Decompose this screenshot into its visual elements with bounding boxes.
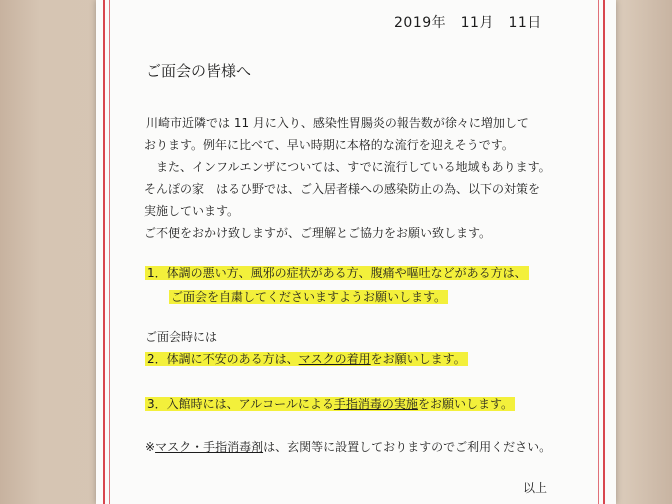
para-line: 実施しています。 [144,204,240,218]
closing-mark: 以上 [523,481,548,495]
para-line: ご不便をおかけ致しますが、ご理解とご協力をお願い致します。 [144,226,492,240]
notice-date: 2019年 11月 11日 [394,15,542,31]
red-border-left-inner [109,0,110,504]
supplies-note: ※マスク・手指消毒剤は、玄関等に設置しておりますのでご利用ください。 [145,440,552,454]
item-3: 3．入館時には、アルコールによる手指消毒の実施をお願いします。 [147,397,513,411]
para-line: そんぽの家 はるひ野では、ご入居者様への感染防止の為、以下の対策を [144,182,541,196]
visit-heading: ご面会時には [145,330,218,344]
red-border-right-inner [598,0,599,504]
para-line: おります。例年に比べて、早い時期に本格的な流行を迎えそうです。 [144,138,514,152]
notice-greeting: ご面会の皆様へ [146,62,252,80]
para-line: 川崎市近隣では 11 月に入り、感染性胃腸炎の報告数が徐々に増加して [146,116,529,130]
red-border-left-outer [103,0,105,504]
item-1-line-1: 1．体調の悪い方、風邪の症状がある方、腹痛や嘔吐などがある方は、 [147,266,527,280]
item-2: 2．体調に不安のある方は、マスクの着用をお願いします。 [147,352,466,366]
red-border-right-outer [603,0,605,504]
item-1-line-2: ご面会を自粛してくださいますようお願いします。 [171,290,447,304]
para-line: また、インフルエンザについては、すでに流行している地域もあります。 [156,160,551,174]
